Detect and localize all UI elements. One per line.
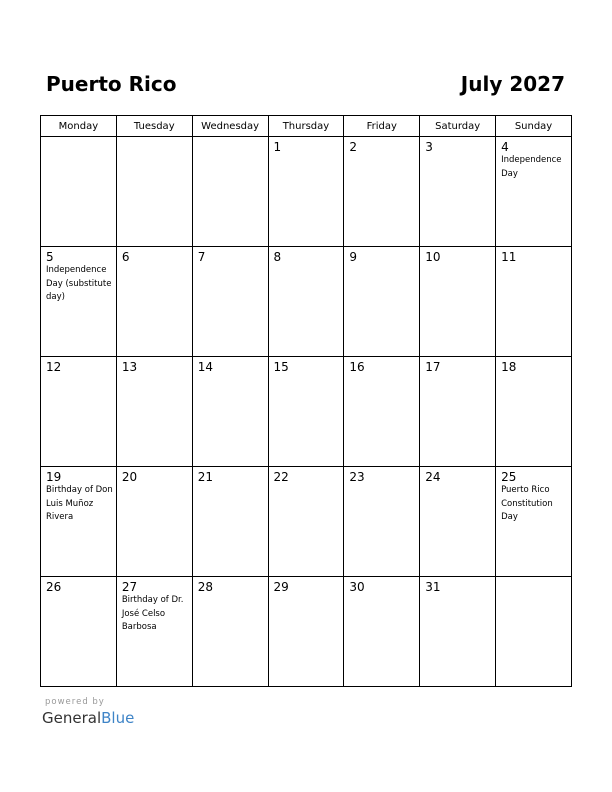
day-cell <box>420 247 496 357</box>
holiday-label: Puerto Rico Constitution Day <box>501 485 553 522</box>
day-cell <box>496 577 572 687</box>
day-cell <box>420 467 496 577</box>
day-cell <box>496 247 572 357</box>
day-number: 10 <box>425 250 441 264</box>
day-number: 3 <box>425 140 433 154</box>
day-cell <box>268 137 344 247</box>
weekday-monday: Monday <box>41 116 117 137</box>
day-number: 13 <box>121 360 138 374</box>
week-row <box>41 467 572 577</box>
day-cell <box>344 577 420 687</box>
day-number: 30 <box>349 580 365 594</box>
day-number: 28 <box>197 580 213 594</box>
day-number: 9 <box>349 250 358 264</box>
day-cell <box>116 247 192 357</box>
day-cell <box>116 577 192 687</box>
day-cell <box>41 137 117 247</box>
day-cell <box>41 357 117 467</box>
day-cell <box>192 577 268 687</box>
week-row <box>41 577 572 687</box>
holiday-label: Independence Day <box>501 155 562 179</box>
day-number: 26 <box>46 580 62 594</box>
day-number: 8 <box>273 250 282 264</box>
day-number: 11 <box>501 250 517 264</box>
generalblue-logo[interactable] <box>42 709 134 727</box>
day-cell <box>192 467 268 577</box>
weekday-wednesday: Wednesday <box>192 116 268 137</box>
day-number: 15 <box>273 360 289 374</box>
week-row <box>41 357 572 467</box>
day-number: 2 <box>349 140 358 154</box>
day-cell <box>116 137 192 247</box>
day-number: 31 <box>425 580 441 594</box>
day-number: 6 <box>121 250 130 264</box>
day-cell <box>420 577 496 687</box>
day-number: 20 <box>121 470 138 484</box>
weekday-thursday: Thursday <box>268 116 344 137</box>
weekday-sunday: Sunday <box>496 116 572 137</box>
day-cell <box>192 247 268 357</box>
holiday-label: Independence Day (substitute day) <box>46 265 112 302</box>
weekday-tuesday: Tuesday <box>116 116 192 137</box>
holiday-label: Birthday of Don Luis Muñoz Rivera <box>46 485 113 522</box>
day-number: 4 <box>501 140 509 154</box>
day-cell <box>344 357 420 467</box>
day-cell <box>41 467 117 577</box>
day-number: 22 <box>273 470 289 484</box>
day-number: 1 <box>273 140 282 154</box>
day-number: 27 <box>121 580 138 594</box>
day-number: 25 <box>501 470 517 484</box>
week-row <box>41 247 572 357</box>
day-cell <box>116 467 192 577</box>
day-cell <box>496 467 572 577</box>
day-number: 23 <box>349 470 365 484</box>
logo-text-general: General <box>42 709 102 727</box>
day-cell <box>192 357 268 467</box>
month-year-title: July 2027 <box>460 72 565 96</box>
day-cell <box>420 357 496 467</box>
day-number: 24 <box>425 470 441 484</box>
weekday-header-row <box>41 116 572 137</box>
day-cell <box>192 137 268 247</box>
day-cell <box>268 357 344 467</box>
day-number: 16 <box>349 360 365 374</box>
day-cell <box>496 137 572 247</box>
day-cell <box>344 137 420 247</box>
day-cell <box>344 247 420 357</box>
weekday-saturday: Saturday <box>420 116 496 137</box>
region-title: Puerto Rico <box>46 72 177 96</box>
powered-by-text: powered by <box>45 697 105 707</box>
holiday-label: Birthday of Dr. José Celso Barbosa <box>121 595 184 632</box>
calendar-grid <box>40 115 572 687</box>
week-row <box>41 137 572 247</box>
day-cell <box>41 577 117 687</box>
day-number: 29 <box>273 580 289 594</box>
day-cell <box>496 357 572 467</box>
day-number: 5 <box>46 250 54 264</box>
day-number: 18 <box>501 360 517 374</box>
day-number: 17 <box>425 360 441 374</box>
day-number: 19 <box>46 470 62 484</box>
day-cell <box>268 247 344 357</box>
day-cell <box>268 467 344 577</box>
logo-text-blue: Blue <box>101 709 135 727</box>
day-number: 21 <box>197 470 213 484</box>
day-number: 14 <box>197 360 213 374</box>
day-number: 12 <box>46 360 62 374</box>
day-cell <box>344 467 420 577</box>
day-cell <box>116 357 192 467</box>
weekday-friday: Friday <box>344 116 420 137</box>
day-cell <box>268 577 344 687</box>
day-cell <box>41 247 117 357</box>
day-number: 7 <box>197 250 206 264</box>
day-cell <box>420 137 496 247</box>
